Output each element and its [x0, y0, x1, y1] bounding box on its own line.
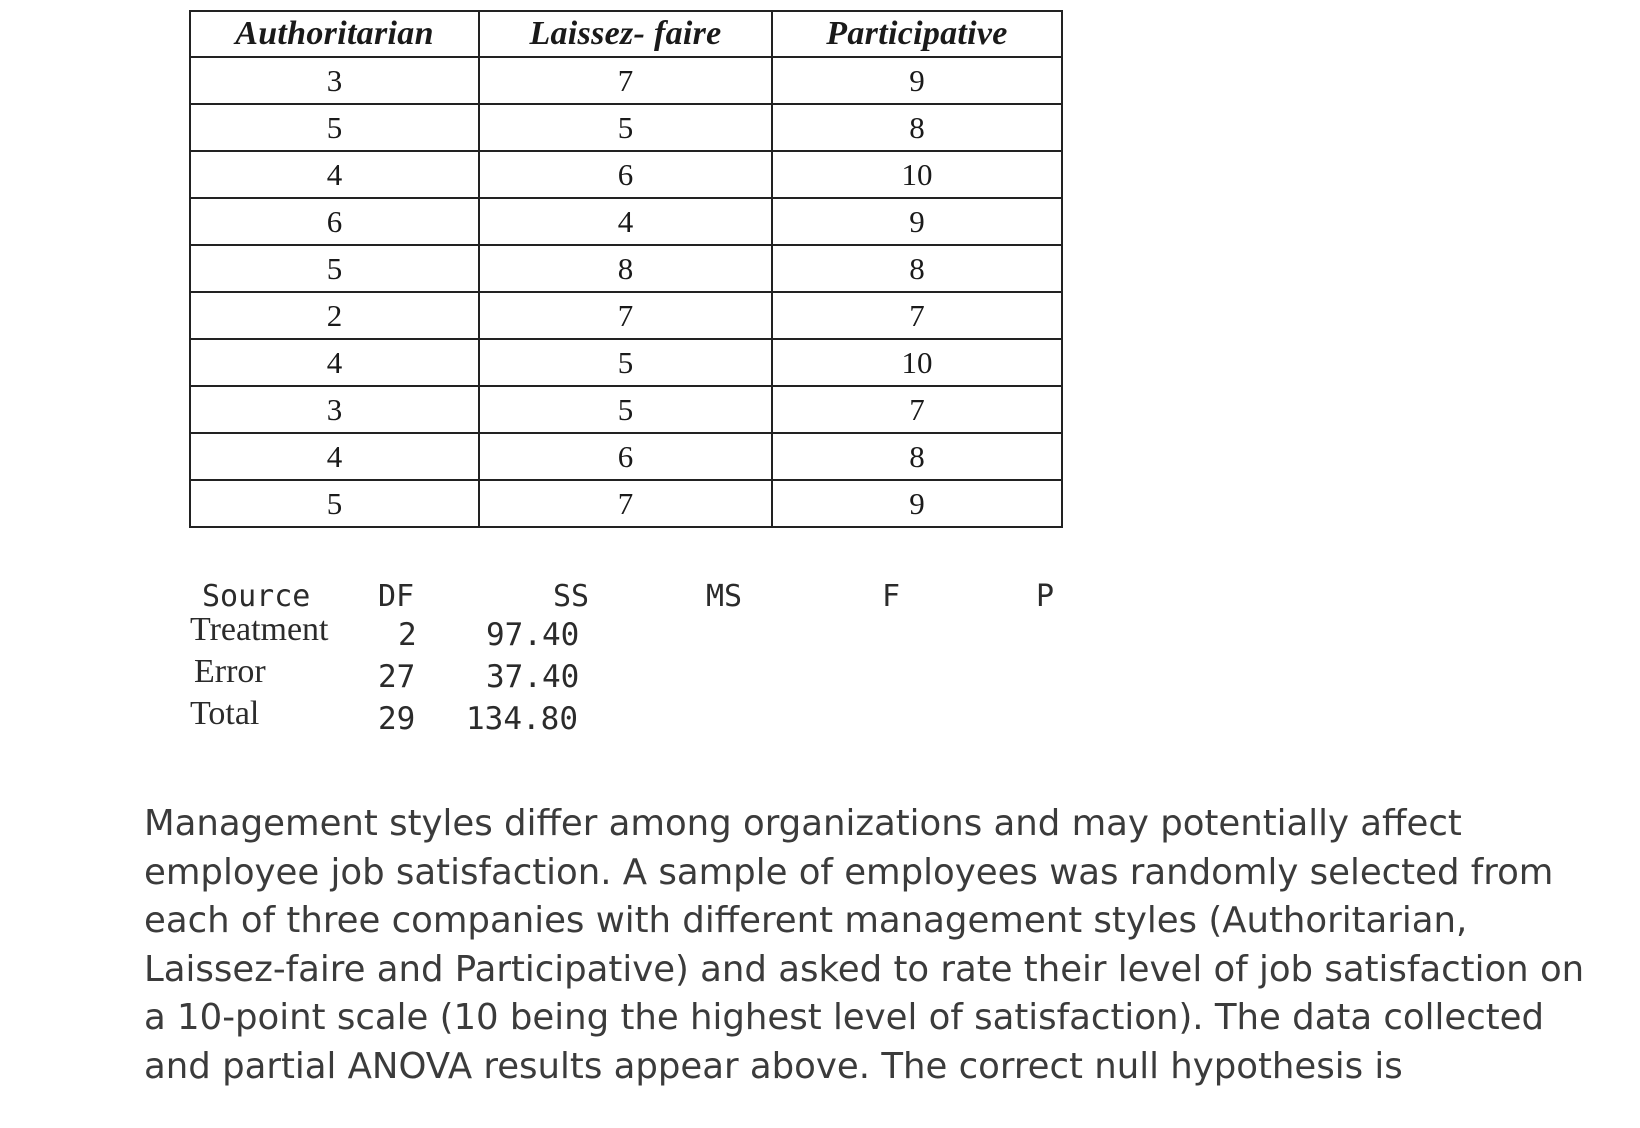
anova-source-error: Error [194, 653, 266, 690]
anova-header-p: P [1036, 579, 1055, 614]
table-cell: 6 [479, 151, 772, 198]
table-cell: 10 [772, 339, 1062, 386]
table-cell: 8 [772, 433, 1062, 480]
header-laissez-faire: Laissez- faire [479, 11, 772, 57]
anova-df-treatment: 2 [398, 617, 417, 653]
table-cell: 9 [772, 57, 1062, 104]
table-cell: 7 [772, 386, 1062, 433]
table-cell: 5 [190, 480, 479, 527]
table-cell: 4 [190, 151, 479, 198]
table-cell: 5 [190, 245, 479, 292]
anova-header-df: DF [378, 579, 415, 614]
table-cell: 5 [479, 386, 772, 433]
table-cell: 4 [479, 198, 772, 245]
table-cell: 5 [479, 104, 772, 151]
anova-header-f: F [882, 579, 901, 614]
anova-df-error: 27 [378, 659, 416, 695]
table-cell: 3 [190, 386, 479, 433]
anova-header-ss: SS [553, 579, 590, 614]
anova-df-total: 29 [378, 701, 416, 737]
table-cell: 7 [772, 292, 1062, 339]
table-cell: 3 [190, 57, 479, 104]
anova-header-source: Source [202, 579, 311, 614]
anova-ss-total: 134.80 [466, 701, 578, 737]
table-cell: 9 [772, 198, 1062, 245]
question-text: Management styles differ among organizations and may potentially affect employee job satisfaction. A sample of employees was randomly selected from each of three companies with different management styles (Authoritarian, Laissez-faire and Participative) and asked to rate their level of job satisfaction on a 10-point scale (10 being the highest level of satisfaction). The data collected and partial ANOVA results appear above. The correct null hypothesis is [144, 803, 1585, 1087]
anova-ss-error: 37.40 [486, 659, 580, 695]
table-cell: 5 [479, 339, 772, 386]
table-cell: 7 [479, 480, 772, 527]
table-cell: 6 [479, 433, 772, 480]
header-participative: Participative [772, 11, 1062, 57]
table-cell: 6 [190, 198, 479, 245]
table-cell: 8 [772, 104, 1062, 151]
table-cell: 5 [190, 104, 479, 151]
table-cell: 7 [479, 292, 772, 339]
header-authoritarian: Authoritarian [190, 11, 479, 57]
anova-ss-treatment: 97.40 [486, 617, 580, 653]
table-cell: 7 [479, 57, 772, 104]
anova-header-ms: MS [706, 579, 743, 614]
table-cell: 8 [479, 245, 772, 292]
table-cell: 8 [772, 245, 1062, 292]
table-cell: 4 [190, 433, 479, 480]
table-cell: 2 [190, 292, 479, 339]
table-cell: 4 [190, 339, 479, 386]
table-cell: 10 [772, 151, 1062, 198]
table-cell: 9 [772, 480, 1062, 527]
anova-source-treatment: Treatment [190, 611, 329, 648]
anova-source-total: Total [190, 695, 260, 732]
